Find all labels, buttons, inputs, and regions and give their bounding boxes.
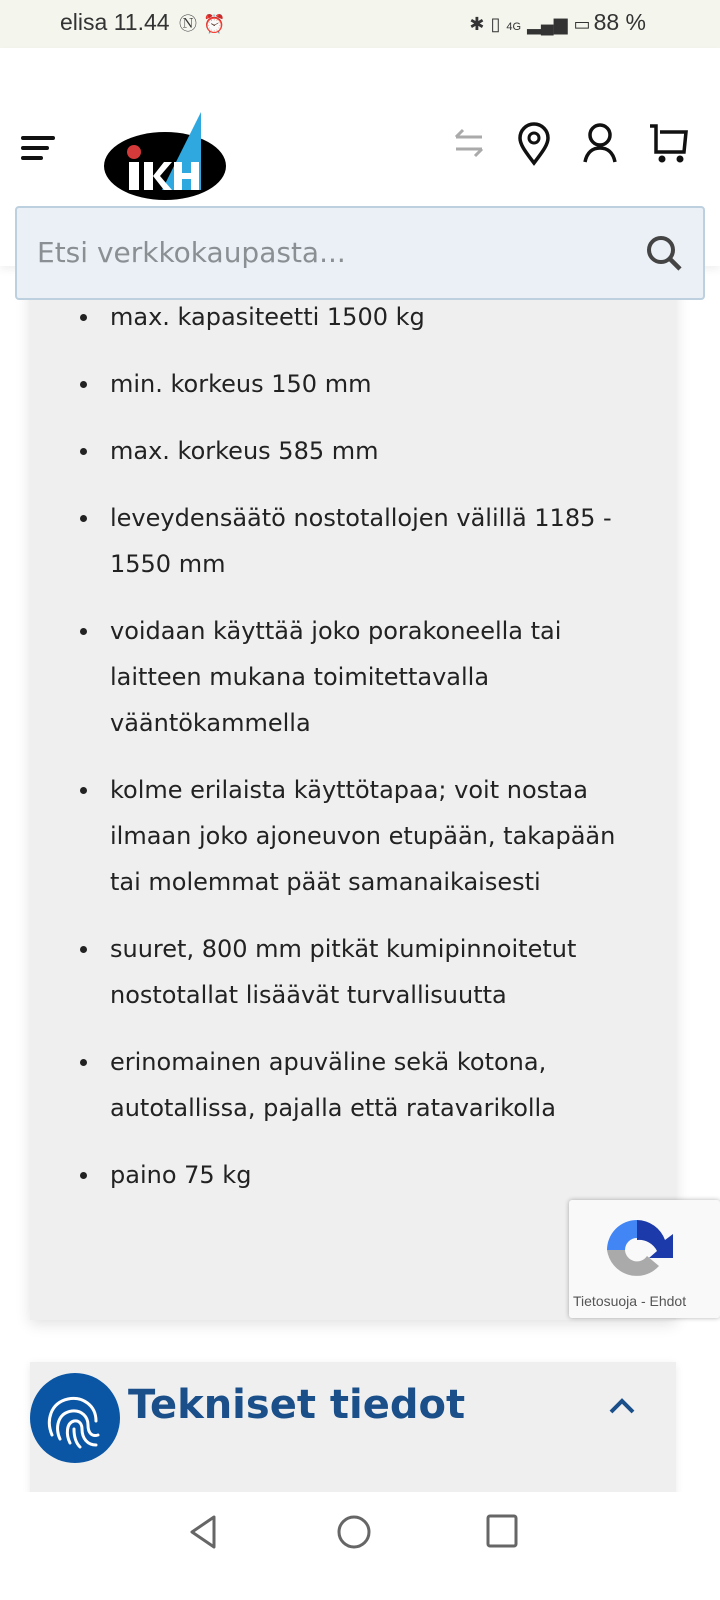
list-item: max. korkeus 585 mm	[80, 428, 650, 474]
fingerprint-icon	[30, 1373, 120, 1463]
site-header	[0, 48, 720, 269]
search-placeholder: Etsi verkkokaupasta...	[37, 236, 346, 269]
back-icon[interactable]	[188, 1514, 218, 1550]
menu-icon[interactable]	[21, 136, 55, 166]
status-bar	[0, 0, 720, 48]
recents-icon[interactable]	[486, 1514, 518, 1548]
vibrate-icon: ▯	[490, 14, 501, 34]
network-icon: 4G	[506, 21, 522, 33]
battery-icon: ▭	[573, 14, 591, 34]
technical-details-accordion[interactable]	[30, 1362, 676, 1502]
list-item: erinomainen apuväline sekä kotona, autotallissa, pajalla että ratavarikolla	[80, 1039, 650, 1131]
cart-icon[interactable]	[648, 122, 688, 164]
clock: 11.44	[113, 9, 170, 35]
home-icon[interactable]	[336, 1514, 372, 1550]
recaptcha-links[interactable]: Tietosuoja - Ehdot	[573, 1293, 687, 1309]
list-item: kolme erilaista käyttötapaa; voit nostaa ilmaan joko ajoneuvon etupään, takapään tai molemmat päät samanaikaisesti	[80, 767, 650, 905]
nfc-icon: Ⓝ	[178, 14, 197, 34]
feature-list	[80, 294, 650, 1219]
battery-level: 88 %	[593, 9, 646, 35]
list-item: min. korkeus 150 mm	[80, 361, 650, 407]
list-item: leveydensäätö nostotallojen välillä 1185 - 1550 mm	[80, 495, 650, 587]
list-item: paino 75 kg	[80, 1152, 650, 1198]
recaptcha-icon	[599, 1212, 675, 1288]
list-item: max. kapasiteetti 1500 kg	[80, 294, 650, 340]
bluetooth-icon: ✱	[469, 14, 485, 34]
carrier: elisa	[60, 9, 108, 35]
list-item: voidaan käyttää joko porakoneella tai laitteen mukana toimitettavalla vääntökammella	[80, 608, 650, 746]
ikh-logo[interactable]	[104, 110, 226, 206]
signal-icon: ▂▄▆	[527, 14, 568, 34]
account-icon[interactable]	[582, 122, 618, 164]
android-nav-bar	[0, 1492, 720, 1600]
search-input[interactable]	[15, 206, 705, 300]
chevron-up-icon[interactable]	[608, 1396, 636, 1416]
compare-icon[interactable]	[452, 126, 486, 160]
location-icon[interactable]	[516, 122, 552, 166]
alarm-icon: ⏰	[202, 14, 226, 34]
search-icon[interactable]	[645, 234, 683, 272]
section-title: Tekniset tiedot	[128, 1382, 466, 1428]
list-item: suuret, 800 mm pitkät kumipinnoitetut nostotallat lisäävät turvallisuutta	[80, 926, 650, 1018]
recaptcha-badge[interactable]	[569, 1200, 720, 1318]
